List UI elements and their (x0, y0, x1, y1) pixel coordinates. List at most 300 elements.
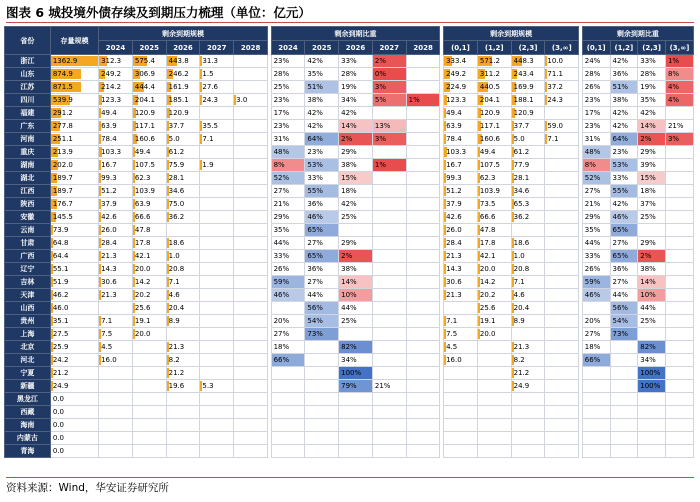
year-scale-cell (166, 107, 200, 120)
cell-value: 16.7 (101, 161, 117, 169)
amount-cell (50, 198, 98, 211)
cell-value: 51.9 (52, 278, 69, 286)
year-ratio-cell: 21% (271, 198, 305, 211)
year-scale-cell (166, 133, 200, 146)
cell-value: 8.2 (168, 356, 180, 364)
year-scale-cell (99, 120, 133, 133)
cell-value: 20.0 (479, 265, 496, 273)
year-ratio-cell (372, 393, 406, 406)
cell-value: 17.8 (479, 239, 496, 247)
year-ratio-cell (372, 172, 406, 185)
cell-value: 20.4 (168, 304, 185, 312)
bucket-ratio-cell: 42% (610, 107, 638, 120)
bucket-ratio-cell: 8% (665, 68, 693, 81)
year-ratio-cell (305, 367, 339, 380)
bucket-scale-cell (511, 159, 545, 172)
table-row (5, 250, 694, 263)
cell-value: 169.9 (513, 83, 534, 91)
year-ratio-cell (406, 224, 440, 237)
year-ratio-cell: 44% (305, 289, 339, 302)
amount-cell (50, 354, 98, 367)
year-scale-cell (132, 120, 166, 133)
year-ratio-cell: 21% (372, 380, 406, 393)
cell-value: 0.0 (52, 421, 64, 429)
bucket-ratio-cell (665, 224, 693, 237)
bucket-ratio-cell (610, 432, 638, 445)
data-table-container (4, 26, 694, 458)
cell-value: 34.6 (513, 187, 530, 195)
bucket-ratio-cell: 46% (610, 211, 638, 224)
bucket-ratio-cell (582, 445, 610, 458)
cell-value: 47.8 (479, 226, 496, 234)
year-ratio-cell (406, 68, 440, 81)
year-ratio-cell: 35% (305, 68, 339, 81)
region-label: 山东 (5, 68, 51, 81)
bucket-ratio-cell: 36% (610, 68, 638, 81)
bucket-ratio-cell (665, 367, 693, 380)
year-scale-cell (99, 224, 133, 237)
year-scale-cell (234, 380, 268, 393)
cell-value: 117.1 (479, 122, 500, 130)
year-ratio-cell (406, 250, 440, 263)
cell-value: 4.5 (101, 343, 113, 351)
amount-cell (50, 341, 98, 354)
year-scale-cell (166, 393, 200, 406)
bucket-ratio-cell: 31% (582, 133, 610, 146)
year-scale-cell (234, 224, 268, 237)
year-scale-cell (99, 172, 133, 185)
year-scale-cell (166, 237, 200, 250)
year-ratio-cell: 2% (339, 133, 373, 146)
bucket-scale-cell (545, 198, 579, 211)
bucket-ratio-cell: 51% (610, 81, 638, 94)
year-scale-cell (132, 198, 166, 211)
bucket-ratio-cell: 54% (610, 315, 638, 328)
bucket-scale-cell (545, 237, 579, 250)
year-ratio-cell (406, 380, 440, 393)
amount-cell (50, 315, 98, 328)
year-scale-cell (99, 380, 133, 393)
bucket-scale-cell (511, 341, 545, 354)
table-row (5, 107, 694, 120)
cell-value: 243.4 (513, 70, 534, 78)
year-ratio-cell (372, 302, 406, 315)
bucket-scale-cell (444, 81, 478, 94)
year-ratio-cell (305, 445, 339, 458)
cell-value: 4.6 (168, 291, 180, 299)
bucket-ratio-cell: 66% (582, 354, 610, 367)
year-ratio-cell: 13% (372, 120, 406, 133)
cell-value: 120.9 (168, 109, 189, 117)
year-ratio-cell (372, 341, 406, 354)
year-scale-cell (234, 172, 268, 185)
year-scale-cell (200, 302, 234, 315)
year-scale-cell (132, 406, 166, 419)
year-scale-cell (200, 445, 234, 458)
year-ratio-cell (372, 263, 406, 276)
year-scale-cell (234, 263, 268, 276)
year-ratio-cell: 65% (305, 224, 339, 237)
year-scale-cell (132, 393, 166, 406)
bucket-scale-cell (511, 432, 545, 445)
year-scale-cell (132, 172, 166, 185)
region-label: 山西 (5, 302, 51, 315)
cell-value: 16.7 (446, 161, 462, 169)
year-ratio-cell: 0% (372, 68, 406, 81)
year-scale-cell (166, 263, 200, 276)
bucket-ratio-cell: 23% (582, 120, 610, 133)
amount-cell (50, 120, 98, 133)
bucket-scale-cell (444, 432, 478, 445)
amount-cell (50, 328, 98, 341)
year-ratio-cell (372, 146, 406, 159)
bucket-ratio-cell: 26% (582, 263, 610, 276)
bucket-scale-cell (545, 224, 579, 237)
bucket-scale-cell (444, 68, 478, 81)
bucket-scale-cell (477, 94, 511, 107)
cell-value: 66.6 (479, 213, 496, 221)
bucket-ratio-cell: 15% (638, 172, 666, 185)
bucket-ratio-cell (582, 302, 610, 315)
bucket-scale-cell (477, 146, 511, 159)
year-ratio-cell: 23% (271, 55, 305, 68)
cell-value: 4.6 (513, 291, 525, 299)
year-scale-cell (99, 315, 133, 328)
amount-cell (50, 276, 98, 289)
bucket-ratio-cell (665, 237, 693, 250)
year-scale-cell (132, 328, 166, 341)
cell-value: 107.5 (479, 161, 500, 169)
cell-value: 176.7 (52, 200, 73, 208)
cell-value: 49.4 (101, 109, 117, 117)
cell-value: 0.0 (52, 408, 64, 416)
year-scale-cell (234, 185, 268, 198)
region-label: 青海 (5, 445, 51, 458)
bucket-ratio-cell (665, 315, 693, 328)
year-scale-cell (234, 55, 268, 68)
cell-value: 28.1 (168, 174, 185, 182)
year-scale-cell (234, 94, 268, 107)
bucket-scale-cell (477, 250, 511, 263)
bucket-ratio-cell: 26% (582, 81, 610, 94)
source-note: 资料来源：Wind，华安证券研究所 (6, 482, 169, 494)
bucket-scale-cell (545, 315, 579, 328)
bucket-ratio-cell: 8% (582, 159, 610, 172)
bucket-scale-cell (444, 367, 478, 380)
year-scale-cell (200, 380, 234, 393)
cell-value: 18.6 (168, 239, 185, 247)
bucket-ratio-cell: 33% (582, 250, 610, 263)
cell-value: 51.2 (101, 187, 117, 195)
year-scale-cell (234, 406, 268, 419)
year-ratio-cell: 25% (271, 81, 305, 94)
cell-value: 47.8 (134, 226, 151, 234)
region-label: 新疆 (5, 380, 51, 393)
amount-cell (50, 250, 98, 263)
cell-value: 55.1 (52, 265, 69, 273)
header-bucket-scale-0: (0,1] (444, 41, 478, 55)
page-title: 图表 6 城投境外债存续及到期压力梳理（单位：亿元） (6, 5, 311, 20)
bucket-ratio-cell: 3% (665, 133, 693, 146)
year-ratio-cell (372, 445, 406, 458)
year-ratio-cell (406, 172, 440, 185)
bucket-scale-cell (477, 380, 511, 393)
bucket-ratio-cell (582, 367, 610, 380)
bucket-scale-cell (545, 289, 579, 302)
bucket-scale-cell (545, 55, 579, 68)
year-scale-cell (166, 120, 200, 133)
year-scale-cell (132, 237, 166, 250)
year-scale-cell (200, 107, 234, 120)
cell-value: 14.3 (446, 265, 462, 273)
year-scale-cell (200, 133, 234, 146)
year-ratio-cell (406, 159, 440, 172)
bucket-scale-cell (477, 185, 511, 198)
bucket-scale-cell (511, 302, 545, 315)
bucket-ratio-cell: 4% (665, 94, 693, 107)
year-ratio-cell: 59% (271, 276, 305, 289)
year-scale-cell (99, 406, 133, 419)
table-row (5, 380, 694, 393)
bucket-scale-cell (477, 276, 511, 289)
year-ratio-cell: 29% (271, 211, 305, 224)
bucket-ratio-cell: 10% (638, 289, 666, 302)
header-bucket-scale-1: (1,2] (477, 41, 511, 55)
year-ratio-cell (372, 211, 406, 224)
bucket-ratio-cell (582, 380, 610, 393)
year-scale-cell (166, 68, 200, 81)
year-ratio-cell (406, 315, 440, 328)
region-label: 河北 (5, 354, 51, 367)
year-ratio-cell: 33% (339, 55, 373, 68)
bucket-scale-cell (444, 120, 478, 133)
year-scale-cell (200, 367, 234, 380)
bucket-scale-cell (444, 315, 478, 328)
bucket-scale-cell (511, 211, 545, 224)
bucket-scale-cell (444, 185, 478, 198)
bucket-ratio-cell: 35% (638, 94, 666, 107)
year-scale-cell (99, 81, 133, 94)
region-label: 湖南 (5, 159, 51, 172)
year-scale-cell (234, 237, 268, 250)
cell-value: 14.3 (101, 265, 117, 273)
year-ratio-cell (406, 432, 440, 445)
bucket-scale-cell (477, 237, 511, 250)
cell-value: 35.1 (52, 317, 69, 325)
header-year-scale-2024: 2024 (99, 41, 133, 55)
cell-value: 20.4 (513, 304, 530, 312)
bucket-ratio-cell: 23% (582, 94, 610, 107)
bucket-scale-cell (511, 81, 545, 94)
year-ratio-cell (406, 146, 440, 159)
bucket-ratio-cell (610, 380, 638, 393)
bucket-ratio-cell (665, 289, 693, 302)
cell-value: 42.6 (101, 213, 117, 221)
year-scale-cell (166, 94, 200, 107)
bucket-scale-cell (545, 107, 579, 120)
year-scale-cell (99, 419, 133, 432)
year-ratio-cell: 27% (305, 237, 339, 250)
year-ratio-cell (406, 237, 440, 250)
header-bucket-scale-3: (3,∞] (545, 41, 579, 55)
year-ratio-cell (271, 419, 305, 432)
header-group-year-scale: 剩余到期规模 (99, 27, 268, 41)
year-scale-cell (234, 81, 268, 94)
region-label: 辽宁 (5, 263, 51, 276)
header-year-scale-2028: 2028 (234, 41, 268, 55)
bucket-scale-cell (511, 419, 545, 432)
cell-value: 20.8 (513, 265, 530, 273)
year-ratio-cell: 73% (305, 328, 339, 341)
bucket-scale-cell (477, 198, 511, 211)
cell-value: 20.0 (134, 330, 151, 338)
amount-cell (50, 367, 98, 380)
year-scale-cell (234, 328, 268, 341)
bucket-ratio-cell: 52% (582, 172, 610, 185)
year-scale-cell (132, 81, 166, 94)
year-ratio-cell (271, 302, 305, 315)
amount-cell (50, 380, 98, 393)
region-label: 广西 (5, 250, 51, 263)
bucket-scale-cell (545, 432, 579, 445)
amount-cell (50, 302, 98, 315)
region-label: 陕西 (5, 198, 51, 211)
cell-value: 24.9 (513, 382, 530, 390)
bucket-scale-cell (511, 120, 545, 133)
table-row (5, 406, 694, 419)
bucket-scale-cell (477, 393, 511, 406)
header-year-ratio-2026: 2026 (339, 41, 373, 55)
bucket-scale-cell (477, 302, 511, 315)
bucket-ratio-cell: 25% (638, 315, 666, 328)
year-scale-cell (132, 250, 166, 263)
title-divider (6, 22, 694, 23)
year-scale-cell (166, 302, 200, 315)
bucket-ratio-cell: 53% (610, 159, 638, 172)
bucket-scale-cell (545, 159, 579, 172)
region-label: 重庆 (5, 146, 51, 159)
bucket-ratio-cell (665, 211, 693, 224)
bucket-ratio-cell: 37% (638, 198, 666, 211)
year-ratio-cell: 56% (305, 302, 339, 315)
year-scale-cell (200, 198, 234, 211)
bucket-scale-cell (545, 341, 579, 354)
year-ratio-cell (339, 432, 373, 445)
year-ratio-cell: 53% (305, 159, 339, 172)
year-scale-cell (132, 367, 166, 380)
cell-value: 99.3 (101, 174, 117, 182)
bucket-scale-cell (444, 276, 478, 289)
cell-value: 46.2 (52, 291, 69, 299)
bucket-scale-cell (477, 367, 511, 380)
year-ratio-cell: 42% (305, 107, 339, 120)
year-scale-cell (99, 159, 133, 172)
bucket-ratio-cell: 39% (638, 159, 666, 172)
bucket-scale-cell (444, 328, 478, 341)
bucket-scale-cell (444, 263, 478, 276)
year-ratio-cell: 42% (339, 198, 373, 211)
cell-value: 37.7 (513, 122, 530, 130)
cell-value: 37.2 (547, 83, 563, 91)
bucket-ratio-cell (638, 445, 666, 458)
year-scale-cell (99, 367, 133, 380)
year-scale-cell (99, 341, 133, 354)
cell-value: 24.2 (52, 356, 69, 364)
cell-value: 160.6 (134, 135, 155, 143)
bucket-scale-cell (477, 68, 511, 81)
table-body (5, 55, 694, 458)
year-ratio-cell: 2% (372, 55, 406, 68)
bucket-scale-cell (477, 315, 511, 328)
year-ratio-cell (305, 406, 339, 419)
year-scale-cell (166, 172, 200, 185)
header-year-ratio-2027: 2027 (372, 41, 406, 55)
bucket-ratio-cell: 21% (582, 198, 610, 211)
bucket-ratio-cell (582, 406, 610, 419)
bucket-ratio-cell: 44% (610, 289, 638, 302)
bucket-ratio-cell: 2% (638, 250, 666, 263)
bucket-scale-cell (477, 406, 511, 419)
bucket-scale-cell (477, 211, 511, 224)
bucket-scale-cell (511, 328, 545, 341)
year-scale-cell (166, 198, 200, 211)
header-bucket-scale-2: (2,3] (511, 41, 545, 55)
year-ratio-cell (406, 276, 440, 289)
bucket-scale-cell (545, 406, 579, 419)
cell-value: 107.5 (134, 161, 155, 169)
year-scale-cell (99, 237, 133, 250)
cell-value: 28.4 (101, 239, 117, 247)
year-ratio-cell (339, 445, 373, 458)
bucket-ratio-cell (582, 419, 610, 432)
region-label: 湖北 (5, 172, 51, 185)
cell-value: 71.1 (547, 70, 563, 78)
year-ratio-cell: 42% (305, 120, 339, 133)
bucket-scale-cell (545, 445, 579, 458)
amount-cell (50, 445, 98, 458)
year-ratio-cell (305, 393, 339, 406)
cell-value: 78.4 (446, 135, 462, 143)
cell-value: 63.9 (101, 122, 117, 130)
amount-cell (50, 185, 98, 198)
table-row (5, 276, 694, 289)
bucket-ratio-cell: 33% (610, 172, 638, 185)
year-ratio-cell: 3% (372, 81, 406, 94)
bucket-scale-cell (444, 133, 478, 146)
cell-value: 30.6 (101, 278, 117, 286)
bucket-ratio-cell (665, 328, 693, 341)
year-scale-cell (234, 133, 268, 146)
cell-value: 103.9 (479, 187, 500, 195)
year-ratio-cell (406, 367, 440, 380)
bucket-ratio-cell (638, 224, 666, 237)
cell-value: 73.9 (52, 226, 69, 234)
year-scale-cell (234, 341, 268, 354)
cell-value: 28.1 (513, 174, 530, 182)
bucket-scale-cell (511, 380, 545, 393)
cell-value: 246.2 (168, 70, 189, 78)
bucket-ratio-cell (582, 393, 610, 406)
region-label: 北京 (5, 341, 51, 354)
bucket-ratio-cell: 17% (582, 107, 610, 120)
cell-value: 24.9 (52, 382, 69, 390)
bucket-scale-cell (545, 185, 579, 198)
cell-value: 59.0 (547, 122, 563, 130)
year-scale-cell (132, 107, 166, 120)
header-bucket-ratio-1: (1,2] (610, 41, 638, 55)
cell-value: 213.9 (52, 148, 73, 156)
year-scale-cell (200, 120, 234, 133)
